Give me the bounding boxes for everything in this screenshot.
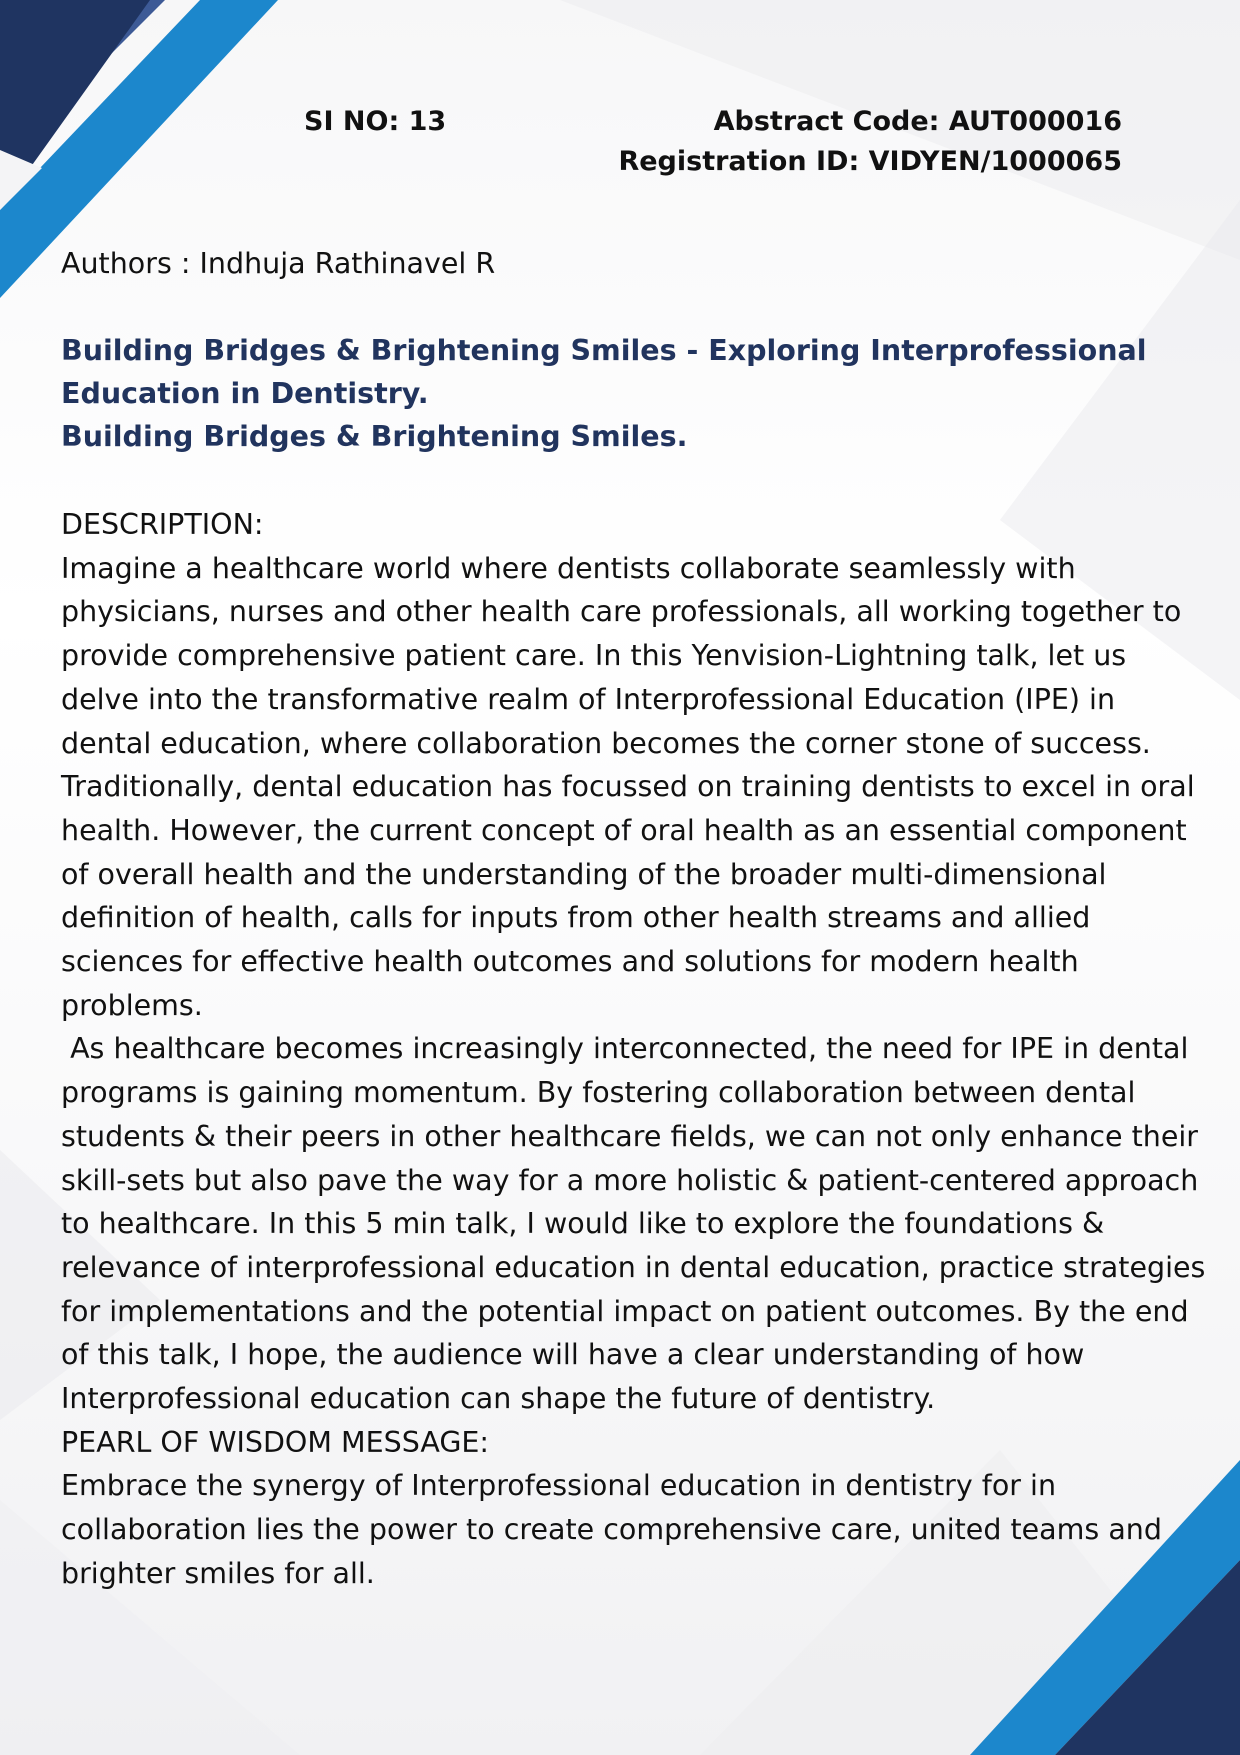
title-line-1: Building Bridges & Brightening Smiles - Exploring Interprofessional — [61, 334, 1147, 367]
document-content — [61, 244, 1215, 1596]
pearl-heading: PEARL OF WISDOM MESSAGE: — [61, 1425, 490, 1459]
serial-number: SI NO: 13 — [304, 106, 447, 137]
title-block — [61, 329, 1211, 458]
abstract-code: Abstract Code: AUT000016 — [713, 106, 1122, 137]
pearl-text: Embrace the synergy of Interprofessional education in dentistry for in collaboration lies the power to create comprehensive care, united teams and brighter smiles for all. — [61, 1469, 1162, 1590]
registration-id: Registration ID: VIDYEN/1000065 — [618, 146, 1122, 177]
title-line-2: Education in Dentistry. — [61, 377, 429, 410]
abstract-body — [61, 503, 1215, 1596]
description-paragraph-2: Traditionally, dental education has focussed on training dentists to excel in oral health. However, the current concept of oral health as an essential component of overall health and the understanding of the broader multi-dimensional definition of health, calls for inputs from other health streams and allied sciences for effective health outcomes and solutions for modern health problems. — [61, 770, 1195, 1022]
description-paragraph-3: As healthcare becomes increasingly interconnected, the need for IPE in dental programs is gaining momentum. By fostering collaboration between dental students & their peers in other healthcare fields, we can not only enhance their skill-sets but also pave the way for a more holistic & patient-centered approach to healthcare. In this 5 min talk, I would like to explore the foundations & relevance of interprofessional education in dental education, practice strategies for implementations and the potential impact on patient outcomes. By the end of this talk, I hope, the audience will have a clear understanding of how Interprofessional education can shape the future of dentistry. — [61, 1032, 1215, 1416]
header-codes — [618, 102, 1122, 182]
authors-line: Authors : Indhuja Rathinavel R — [61, 247, 496, 280]
description-heading: DESCRIPTION: — [61, 508, 264, 541]
title-line-3: Building Bridges & Brightening Smiles. — [61, 420, 688, 453]
description-paragraph-1: Imagine a healthcare world where dentists collaborate seamlessly with physicians, nurses and other health care professionals, all working together to provide comprehensive patient care. In this Yenvision-Lightning talk, let us delve into the transformative realm of Interprofessional Education (IPE) in dental education, where collaboration becomes the corner stone of success. — [61, 551, 1182, 760]
